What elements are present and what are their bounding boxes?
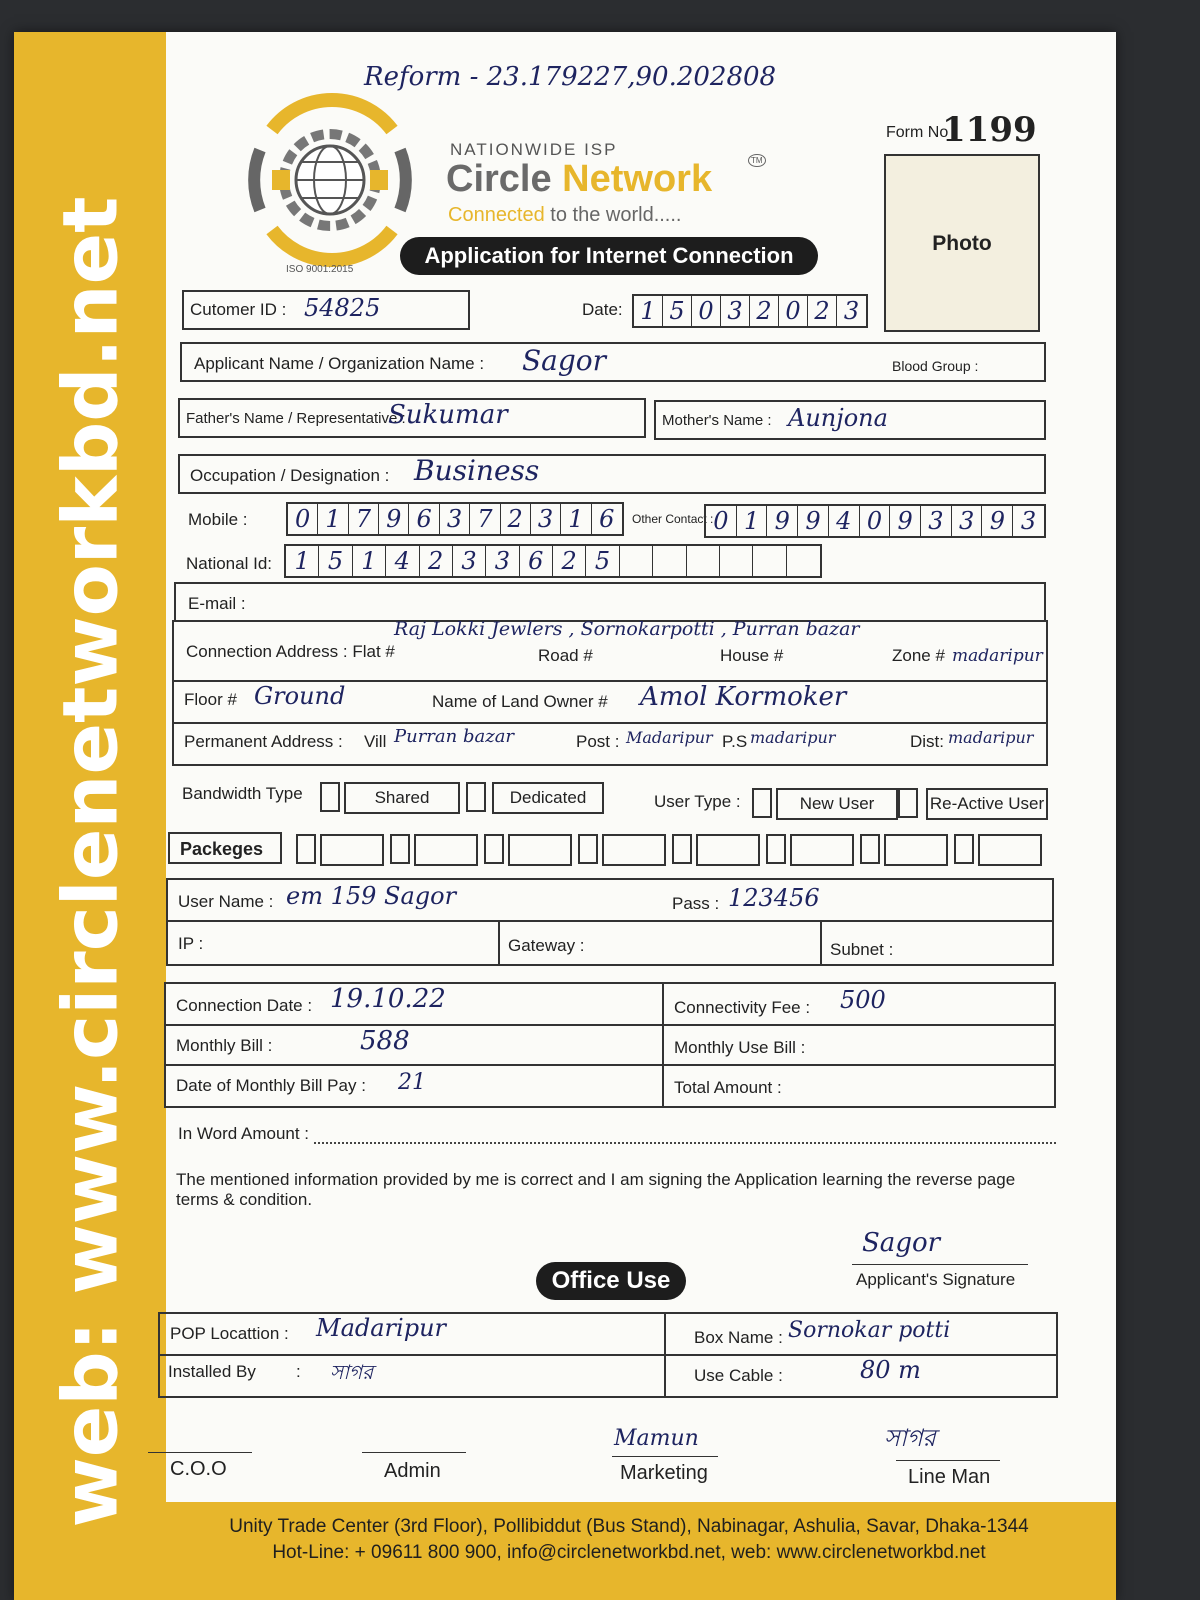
billing-divider — [166, 1024, 1054, 1026]
national-id-digit-cell: 5 — [586, 546, 619, 576]
applicant-signature-label: Applicant's Signature — [856, 1270, 1016, 1289]
other-contact-digit-cell: 9 — [798, 506, 829, 536]
applicant-signature-line[interactable] — [852, 1264, 1028, 1265]
package-option-box[interactable] — [414, 834, 478, 866]
other-contact-digit-cell: 4 — [829, 506, 860, 536]
reform-note: Reform - 23.179227,90.202808 — [364, 62, 777, 92]
subnet-label[interactable]: Subnet : — [830, 940, 894, 959]
national-id-digit-cell — [653, 546, 686, 576]
mobile-label: Mobile : — [188, 510, 248, 529]
package-option-box[interactable] — [696, 834, 760, 866]
other-contact-digit-cell: 3 — [952, 506, 983, 536]
mobile-digit-cell: 7 — [470, 504, 500, 534]
national-id-digit-cell: 6 — [520, 546, 553, 576]
monthly-use-bill-label: Monthly Use Bill : — [674, 1038, 806, 1057]
package-option-box[interactable] — [978, 834, 1042, 866]
in-word-amount-line[interactable] — [314, 1142, 1056, 1144]
vill-label: Vill — [364, 732, 387, 751]
ps-label: P.S — [722, 732, 748, 751]
footer — [142, 1502, 1116, 1600]
credentials-block — [166, 878, 1054, 966]
date-digit-cell: 1 — [634, 296, 663, 326]
package-checkbox[interactable] — [578, 834, 598, 864]
floor-label: Floor # — [184, 690, 237, 709]
connectivity-fee-label: Connectivity Fee : — [674, 998, 811, 1017]
national-id-digit-cell: 4 — [386, 546, 419, 576]
footer-hotline: Hot-Line: + 09611 800 900, info@circlenetworkbd.net, web: www.circlenetworkbd.net — [272, 1542, 986, 1563]
blood-group-label: Blood Group : — [892, 358, 979, 374]
box-name-label: Box Name : — [694, 1328, 783, 1347]
date-field[interactable] — [632, 294, 868, 328]
monthly-bill-value: 588 — [360, 1026, 410, 1056]
post-label: Post : — [576, 732, 620, 751]
form-no-value: 1199 — [942, 110, 1037, 150]
slogan — [448, 204, 681, 227]
total-amount-label: Total Amount : — [674, 1078, 782, 1097]
lineman-signature-value: সাগর — [884, 1424, 936, 1452]
package-option-box[interactable] — [602, 834, 666, 866]
credentials-divider — [168, 920, 1052, 922]
monthly-bill-label: Monthly Bill : — [176, 1036, 273, 1055]
coo-label: C.O.O — [170, 1458, 227, 1480]
land-owner-label: Name of Land Owner # — [432, 692, 608, 711]
brand-name-part1: Circle — [446, 158, 563, 200]
date-digit-cell: 0 — [692, 296, 721, 326]
mobile-digit-cell: 1 — [318, 504, 348, 534]
new-user-option[interactable]: New User — [776, 788, 898, 820]
zone-label: Zone # — [892, 646, 945, 665]
office-divider — [664, 1314, 666, 1396]
other-contact-digit-cell: 9 — [982, 506, 1013, 536]
box-name-value: Sornokar potti — [788, 1318, 951, 1343]
mobile-digit-cell: 3 — [531, 504, 561, 534]
pass-label: Pass : — [672, 894, 720, 913]
connection-date-value: 19.10.22 — [330, 984, 446, 1014]
occupation-value: Business — [414, 454, 540, 487]
use-cable-value: 80 m — [860, 1356, 921, 1384]
installed-by-value: সাগর — [330, 1360, 374, 1384]
dedicated-checkbox[interactable] — [466, 782, 486, 812]
reactive-user-option[interactable]: Re-Active User — [926, 788, 1048, 820]
sidebar-web-address: web: www.circlenetworkbd.net — [45, 196, 135, 1528]
footer-address: Unity Trade Center (3rd Floor), Pollibiddut (Bus Stand), Nabinagar, Ashulia, Savar, Dhaka-1344 — [229, 1516, 1029, 1537]
email-label: E-mail : — [188, 594, 246, 613]
national-id-digit-cell: 2 — [420, 546, 453, 576]
marketing-label: Marketing — [620, 1462, 708, 1484]
house-label: House # — [720, 646, 784, 665]
mother-name-label: Mother's Name : — [662, 412, 772, 429]
lineman-label: Line Man — [908, 1466, 991, 1488]
mobile-digit-cell: 1 — [561, 504, 591, 534]
customer-id-field[interactable] — [182, 290, 470, 330]
date-digit-cell: 3 — [721, 296, 750, 326]
national-id-digit-cell: 2 — [553, 546, 586, 576]
date-digit-cell: 5 — [663, 296, 692, 326]
date-label: Date: — [582, 300, 623, 319]
marketing-signature-line[interactable] — [612, 1456, 718, 1457]
father-name-value: Sukumar — [388, 400, 508, 430]
brand-name — [446, 158, 712, 201]
marketing-signature-value: Mamun — [614, 1426, 699, 1451]
admin-signature-line[interactable] — [362, 1452, 466, 1453]
photo-label: Photo — [932, 232, 992, 255]
bill-pay-date-label: Date of Monthly Bill Pay : — [176, 1076, 366, 1095]
mobile-digit-cell: 0 — [288, 504, 318, 534]
package-checkbox[interactable] — [766, 834, 786, 864]
in-word-amount-label: In Word Amount : — [178, 1124, 310, 1143]
coo-signature-line[interactable] — [148, 1452, 252, 1453]
connectivity-fee-value: 500 — [840, 986, 886, 1014]
connection-address-label: Connection Address : Flat # — [186, 642, 395, 661]
office-divider — [160, 1354, 1056, 1356]
admin-label: Admin — [384, 1460, 441, 1482]
date-digit-cell: 0 — [779, 296, 808, 326]
mobile-digit-cell: 6 — [599, 505, 615, 533]
ip-label[interactable]: IP : — [178, 934, 204, 953]
customer-id-label: Cutomer ID : — [190, 300, 287, 319]
pop-location-label: POP Locattion : — [170, 1324, 289, 1343]
package-checkbox[interactable] — [860, 834, 880, 864]
date-digit-cell: 2 — [750, 296, 779, 326]
mobile-digit-cell: 3 — [440, 504, 470, 534]
other-contact-digit-cell: 0 — [860, 506, 891, 536]
brand-name-part2: Network — [562, 158, 713, 200]
dist-label: Dist: — [910, 732, 944, 751]
office-use-title: Office Use — [536, 1262, 686, 1300]
package-checkbox[interactable] — [390, 834, 410, 864]
bill-pay-date-value: 21 — [398, 1070, 426, 1095]
username-label: User Name : — [178, 892, 274, 911]
national-id-digit-cell — [620, 546, 653, 576]
national-id-label: National Id: — [186, 554, 272, 573]
applicant-name-label: Applicant Name / Organization Name : — [194, 354, 485, 373]
father-name-field[interactable] — [178, 398, 646, 438]
application-form — [14, 32, 1116, 1600]
other-contact-digit-cell: 9 — [890, 506, 921, 536]
reactive-user-checkbox[interactable] — [898, 788, 918, 818]
package-option-box[interactable] — [884, 834, 948, 866]
package-checkbox[interactable] — [484, 834, 504, 864]
username-value: em 159 Sagor — [286, 882, 457, 910]
slogan-part1: Connected — [448, 204, 545, 226]
address-divider — [174, 722, 1046, 724]
national-id-digit-cell — [787, 546, 820, 576]
package-option-box[interactable] — [320, 834, 384, 866]
connection-date-label: Connection Date : — [176, 996, 313, 1015]
other-contact-digit-cell: 9 — [767, 506, 798, 536]
slogan-part2: to the world..... — [544, 204, 682, 226]
circle-network-logo-icon — [242, 90, 418, 270]
other-contact-label: Other Contact : — [632, 512, 714, 526]
father-name-label: Father's Name / Representative : — [186, 410, 406, 427]
connection-address-value: Raj Lokki Jewlers , Sornokarpotti , Purran bazar — [394, 618, 860, 640]
land-owner-value: Amol Kormoker — [640, 682, 847, 712]
national-id-digit-cell: 5 — [319, 546, 352, 576]
applicant-name-field[interactable] — [180, 342, 1046, 382]
mobile-digit-cell: 6 — [409, 504, 439, 534]
pop-location-value: Madaripur — [316, 1314, 446, 1342]
lineman-signature-line[interactable] — [896, 1460, 1000, 1461]
application-title: Application for Internet Connection — [400, 237, 818, 275]
mobile-digit-cell: 7 — [349, 504, 379, 534]
yellow-sidebar — [14, 32, 166, 1600]
package-option-box[interactable] — [790, 834, 854, 866]
applicant-name-value: Sagor — [522, 344, 607, 377]
new-user-checkbox[interactable] — [752, 788, 772, 818]
package-checkbox[interactable] — [954, 834, 974, 864]
other-contact-field[interactable] — [704, 504, 1046, 538]
national-id-digit-cell — [720, 546, 753, 576]
national-id-digit-cell: 3 — [453, 546, 486, 576]
mobile-digit-cell: 2 — [501, 504, 531, 534]
post-value: Madaripur — [626, 728, 713, 747]
shared-checkbox[interactable] — [320, 782, 340, 812]
billing-block — [164, 982, 1056, 1108]
installed-by-colon: : — [296, 1362, 301, 1381]
road-label: Road # — [538, 646, 593, 665]
zone-value: madaripur — [952, 646, 1043, 666]
credentials-divider — [820, 920, 822, 964]
declaration-text: The mentioned information provided by me is correct and I am signing the Application learning the reverse page terms & condition. — [176, 1170, 1016, 1209]
package-checkbox[interactable] — [672, 834, 692, 864]
other-contact-digit-cell: 1 — [737, 506, 768, 536]
office-use-block — [158, 1312, 1058, 1398]
package-option-box[interactable] — [508, 834, 572, 866]
trademark-mark: TM — [748, 154, 766, 167]
iso-label: ISO 9001:2015 — [286, 264, 354, 275]
gateway-label[interactable]: Gateway : — [508, 936, 585, 955]
packages-label-box — [168, 832, 282, 864]
national-id-digit-cell — [687, 546, 720, 576]
user-type-label: User Type : — [654, 792, 741, 811]
permanent-address-label: Permanent Address : — [184, 732, 343, 751]
vill-value: Purran bazar — [394, 726, 515, 747]
dedicated-option[interactable]: Dedicated — [492, 782, 604, 814]
floor-value: Ground — [254, 682, 346, 710]
customer-id-value: 54825 — [304, 294, 381, 322]
shared-option[interactable]: Shared — [344, 782, 460, 814]
photo-box — [884, 154, 1040, 332]
email-field[interactable] — [174, 582, 1046, 622]
occupation-field[interactable] — [178, 454, 1046, 494]
dist-value: madaripur — [948, 728, 1034, 747]
mother-name-value: Aunjona — [788, 404, 888, 432]
form-no-label: Form No : — [886, 124, 958, 141]
mother-name-field[interactable] — [654, 400, 1046, 440]
ps-value: madaripur — [750, 728, 836, 747]
mobile-field[interactable] — [286, 502, 624, 536]
other-contact-digit-cell: 3 — [921, 506, 952, 536]
other-contact-digit-cell: 3 — [1020, 507, 1037, 535]
mobile-digit-cell: 9 — [379, 504, 409, 534]
bandwidth-type-label: Bandwidth Type — [182, 784, 303, 803]
national-id-digit-cell: 3 — [486, 546, 519, 576]
installed-by-label: Installed By — [168, 1362, 256, 1381]
package-checkbox[interactable] — [296, 834, 316, 864]
tagline-top: NATIONWIDE ISP — [450, 140, 618, 159]
billing-divider — [166, 1064, 1054, 1066]
credentials-divider — [498, 920, 500, 964]
address-block — [172, 620, 1048, 766]
use-cable-label: Use Cable : — [694, 1366, 783, 1385]
pass-value: 123456 — [728, 884, 820, 912]
occupation-label: Occupation / Designation : — [190, 466, 390, 485]
national-id-digit-cell: 1 — [353, 546, 386, 576]
national-id-digit-cell: 1 — [286, 546, 319, 576]
national-id-field[interactable] — [284, 544, 822, 578]
other-contact-digit-cell: 0 — [706, 506, 737, 536]
applicant-signature-value: Sagor — [862, 1228, 941, 1258]
packages-label: Packeges — [180, 839, 264, 859]
date-digit-cell: 3 — [843, 297, 860, 325]
billing-divider — [662, 984, 664, 1106]
date-digit-cell: 2 — [808, 296, 837, 326]
national-id-digit-cell — [753, 546, 786, 576]
